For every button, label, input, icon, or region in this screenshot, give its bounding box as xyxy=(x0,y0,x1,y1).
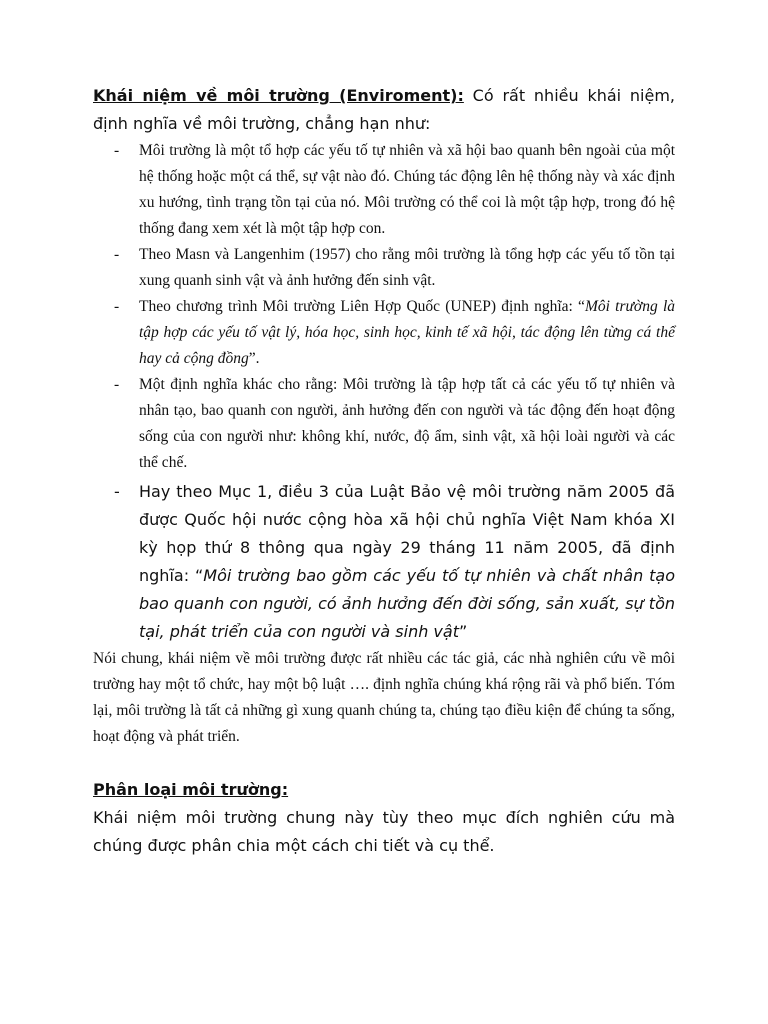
section-heading-concept: Khái niệm về môi trường (Enviroment): xyxy=(93,86,464,105)
document-page xyxy=(93,82,675,860)
list-item-text: Một định nghĩa khác cho rằng: Môi trường là tập hợp tất cả các yếu tố tự nhiên và nhân tạo, bao quanh con người, ảnh hưởng đến con người và tác động đến hoạt động sống của con người như: không khí, nước, độ ẩm, sinh vật, xã hội loài người và các thể chế. xyxy=(139,376,675,471)
list-item xyxy=(93,478,675,646)
definition-list xyxy=(93,138,675,646)
list-item-text: Theo Masn và Langenhim (1957) cho rằng môi trường là tổng hợp các yếu tố tồn tại xung quanh sinh vật và ảnh hưởng đến sinh vật. xyxy=(139,246,675,289)
list-item xyxy=(93,372,675,476)
dash-marker: - xyxy=(114,482,120,501)
summary-paragraph: Nói chung, khái niệm về môi trường được rất nhiều các tác giả, các nhà nghiên cứu về môi trường hay một tổ chức, hay một bộ luật …. định nghĩa chúng khá rộng rãi và phổ biến. Tóm lại, môi trường là tất cả những gì xung quanh chúng ta, chúng tạo điều kiện để chúng ta sống, hoạt động và phát triển. xyxy=(93,650,675,745)
list-item-tail: ” xyxy=(458,622,468,641)
section-heading-classification-line xyxy=(93,776,675,804)
list-item-quote: Môi trường bao gồm các yếu tố tự nhiên và chất nhân tạo bao quanh con người, có ảnh hưởng đến đời sống, sản xuất, sự tồn tại, phát triển của con người và sinh vật xyxy=(139,566,675,641)
list-item xyxy=(93,294,675,372)
intro-paragraph xyxy=(93,82,675,138)
list-item-tail: ”. xyxy=(248,350,260,367)
section-heading-classification: Phân loại môi trường: xyxy=(93,780,289,799)
classification-paragraph: Khái niệm môi trường chung này tùy theo mục đích nghiên cứu mà chúng được phân chia một cách chi tiết và cụ thể. xyxy=(93,808,675,855)
list-item-text: Môi trường là một tổ hợp các yếu tố tự nhiên và xã hội bao quanh bên ngoài của một hệ thống hoặc một cá thể, sự vật nào đó. Chúng tác động lên hệ thống này và xác định xu hướng, tình trạng tồn tại của nó. Môi trường có thể coi là một tập hợp, trong đó hệ thống đang xem xét là một tập hợp con. xyxy=(139,142,675,237)
list-item-text: Hay theo Mục 1, điều 3 của Luật Bảo vệ môi trường năm 2005 đã được Quốc hội nước cộng hòa xã hội chủ nghĩa Việt Nam khóa XI kỳ họp thứ 8 thông qua ngày 29 tháng 11 năm 2005, đã định nghĩa: “ xyxy=(139,482,675,585)
list-item-quote: Môi trường là tập hợp các yếu tố vật lý, hóa học, sinh học, kinh tế xã hội, tác động lên từng cá thể hay cả cộng đồng xyxy=(139,298,675,367)
dash-marker: - xyxy=(114,376,120,393)
intro-text: Có rất nhiều khái niệm, định nghĩa về môi trường, chẳng hạn như: xyxy=(93,86,676,133)
list-item-text: Theo chương trình Môi trường Liên Hợp Quốc (UNEP) định nghĩa: “ xyxy=(139,298,585,315)
dash-marker: - xyxy=(114,298,120,315)
dash-marker: - xyxy=(114,246,120,263)
list-item xyxy=(93,242,675,294)
list-item xyxy=(93,138,675,242)
dash-marker: - xyxy=(114,142,120,159)
